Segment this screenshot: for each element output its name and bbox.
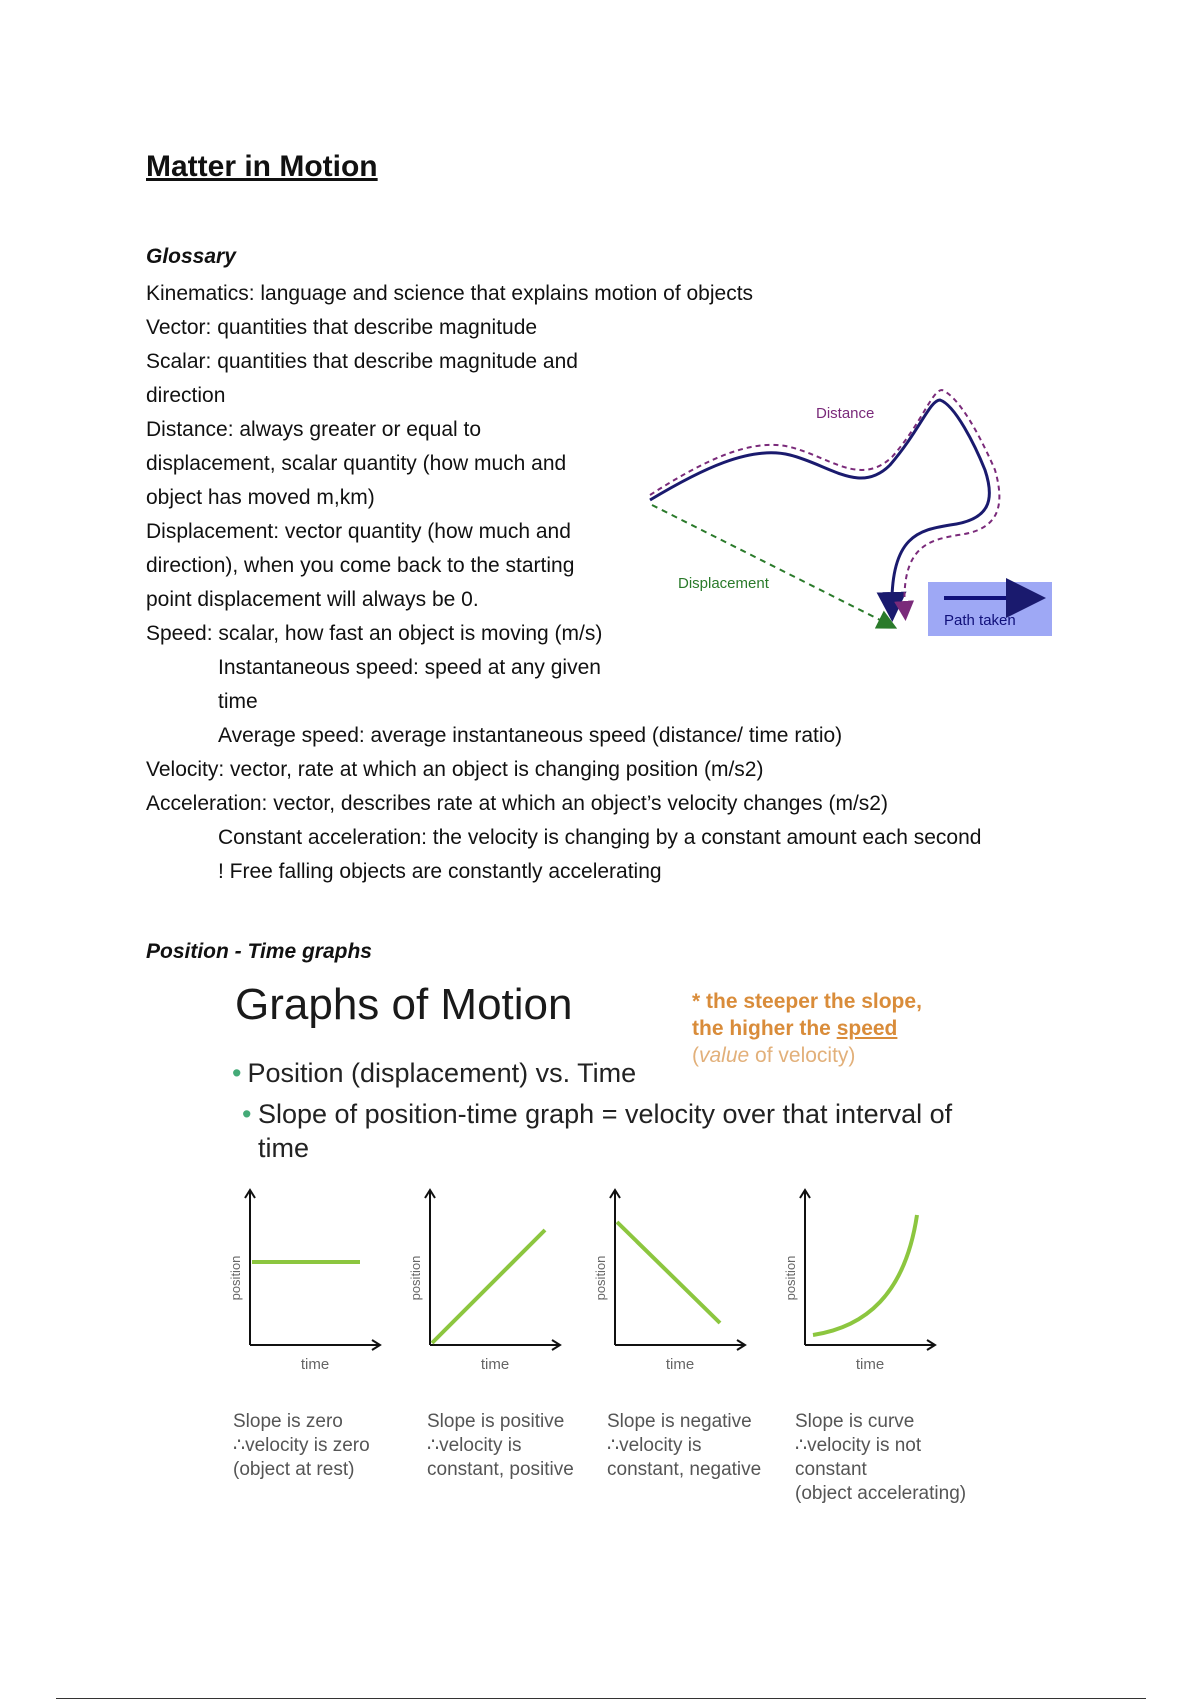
caption-line: (object accelerating) — [795, 1483, 967, 1504]
slope-note-speed: speed — [836, 1017, 898, 1040]
glossary-line: Kinematics: language and science that explains motion of objects — [146, 282, 754, 305]
slide-title: Graphs of Motion — [235, 980, 573, 1029]
glossary-line: Speed: scalar, how fast an object is moving (m/s) — [146, 622, 603, 645]
graph-x-label: time — [300, 1356, 330, 1373]
glossary-line: Acceleration: vector, describes rate at which an object’s velocity changes (m/s2) — [146, 792, 888, 815]
bullet-text: Slope of position-time graph = velocity over that interval of time — [258, 1099, 953, 1163]
glossary-line-indented: ! Free falling objects are constantly accelerating — [218, 860, 662, 883]
glossary-heading: Glossary — [146, 245, 236, 268]
caption-line: ∴velocity is not — [795, 1435, 922, 1456]
slope-note-paren: ( — [692, 1044, 699, 1067]
bullet-text: Position (displacement) vs. Time — [247, 1058, 637, 1088]
graph-caption-1 — [233, 1410, 370, 1482]
glossary-line: Distance: always greater or equal to — [146, 418, 482, 441]
distance-label: Distance — [816, 405, 875, 422]
graph-y-label: position — [408, 1255, 423, 1301]
caption-line: Slope is positive — [427, 1411, 565, 1432]
graph-x-label: time — [855, 1356, 885, 1373]
glossary-line-indented: Average speed: average instantaneous speed (distance/ time ratio) — [218, 724, 843, 747]
caption-line: constant, positive — [427, 1459, 574, 1480]
glossary-line: Scalar: quantities that describe magnitude and — [146, 350, 578, 373]
glossary-line: displacement, scalar quantity (how much and — [146, 452, 567, 475]
slope-note-line1: * the steeper the slope, — [692, 990, 922, 1013]
displacement-arrow — [652, 505, 890, 625]
graph-caption-4 — [795, 1410, 966, 1506]
displacement-label: Displacement — [678, 575, 769, 592]
glossary-line: Vector: quantities that describe magnitude — [146, 316, 538, 339]
caption-line: (object at rest) — [233, 1459, 355, 1480]
graph-position-line — [432, 1230, 545, 1343]
glossary-line-indented: time — [218, 690, 258, 713]
glossary-line: Displacement: vector quantity (how much and — [146, 520, 571, 543]
caption-line: Slope is negative — [607, 1411, 752, 1432]
page-title: Matter in Motion — [146, 150, 378, 183]
position-time-graphs — [215, 1180, 975, 1380]
glossary-line: object has moved m,km) — [146, 486, 375, 509]
graph-position-line — [617, 1222, 720, 1323]
graph-x-label: time — [480, 1356, 510, 1373]
caption-line: ∴velocity is — [427, 1435, 522, 1456]
caption-line: constant, negative — [607, 1459, 762, 1480]
slope-note — [692, 988, 922, 1069]
bullet-slope-definition: • Slope of position-time graph = velocity over that interval of time — [242, 1099, 953, 1163]
slope-note-value: value — [699, 1044, 750, 1067]
graph-caption-2 — [427, 1410, 574, 1482]
graph-y-label: position — [593, 1255, 608, 1301]
glossary-line: direction), when you come back to the starting — [146, 554, 575, 577]
position-time-heading: Position - Time graphs — [146, 940, 372, 963]
glossary-line-indented: Constant acceleration: the velocity is changing by a constant amount each second — [218, 826, 982, 849]
slope-note-line3 — [692, 1042, 922, 1069]
caption-line: constant — [795, 1459, 867, 1480]
page-divider — [56, 1698, 1146, 1699]
distance-displacement-diagram — [630, 375, 1070, 645]
caption-line: ∴velocity is zero — [233, 1435, 370, 1456]
caption-line: ∴velocity is — [607, 1435, 702, 1456]
caption-line: Slope is curve — [795, 1411, 915, 1432]
slope-note-line2 — [692, 1015, 922, 1042]
glossary-line: Velocity: vector, rate at which an object is changing position (m/s2) — [146, 758, 764, 781]
graph-y-label: position — [228, 1255, 243, 1301]
glossary-line: point displacement will always be 0. — [146, 588, 479, 611]
graph-position-line — [813, 1215, 917, 1335]
path-taken-label: Path taken — [944, 612, 1016, 629]
graph-caption-3 — [607, 1410, 761, 1482]
caption-line: Slope is zero — [233, 1411, 343, 1432]
slope-note-text: the higher the — [692, 1017, 837, 1040]
glossary-line-indented: Instantaneous speed: speed at any given — [218, 656, 601, 679]
graph-y-label: position — [783, 1255, 798, 1301]
glossary-line: direction — [146, 384, 226, 407]
slope-note-rest: of velocity) — [749, 1044, 856, 1067]
bullet-position-vs-time: • Position (displacement) vs. Time — [232, 1058, 637, 1088]
graph-x-label: time — [665, 1356, 695, 1373]
